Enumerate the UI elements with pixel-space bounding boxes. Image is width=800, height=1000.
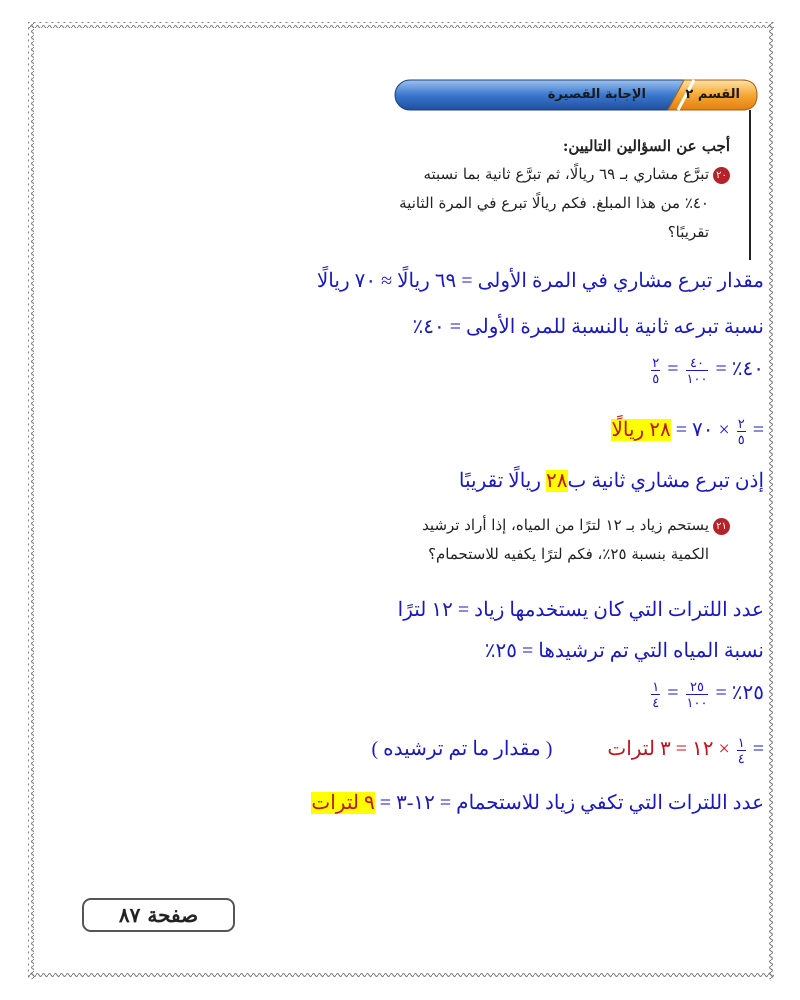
instructions-heading: أجب عن السؤالين التاليين: — [562, 137, 730, 155]
percent-forty: ٤٠٪ = — [715, 358, 764, 381]
question-20-number: ٢٠ — [713, 167, 730, 184]
fraction-numerator: ١ — [737, 735, 745, 750]
equals-sign: = — [667, 358, 679, 381]
answer-21-line-4 — [371, 736, 764, 765]
multiplication-expression: × ٧٠ = — [675, 419, 730, 442]
result-highlight: ٢٨ ريالًا — [611, 419, 671, 442]
fraction-2-5 — [737, 417, 746, 446]
answer-21-conclusion — [311, 790, 764, 816]
fraction-numerator: ١ — [652, 679, 660, 694]
fraction-1-4 — [737, 736, 746, 765]
answer-21-line-1: عدد اللترات التي كان يستخدمها زياد = ١٢ لترًا — [397, 599, 764, 621]
answer-20-conclusion — [459, 468, 764, 494]
fraction-40-100 — [686, 356, 709, 385]
question-20-text-1: تبرَّع مشاري بـ ٦٩ ريالًا، ثم تبرَّع ثانية بما نسبته — [423, 165, 709, 183]
fraction-numerator: ٤٠ — [686, 356, 709, 371]
fraction-denominator: ٥ — [652, 371, 660, 386]
fraction-denominator: ١٠٠ — [686, 695, 708, 710]
fraction-2-5 — [651, 356, 660, 385]
saved-amount-expression: × ١٢ = ٣ لترات — [607, 738, 730, 761]
answer-21-line-3 — [649, 680, 764, 709]
fraction-numerator: ٢ — [737, 416, 745, 431]
question-21-number: ٢١ — [713, 518, 730, 535]
equals-sign: = — [752, 738, 764, 761]
question-21-line-2: الكمية بنسبة ٢٥٪، فكم لترًا يكفيه للاستحمام؟ — [428, 545, 709, 563]
page-number-box — [82, 898, 235, 932]
conclusion-text-start: إذن تبرع مشاري ثانية ب — [567, 470, 764, 492]
fraction-denominator: ٥ — [737, 432, 745, 447]
question-20-line-2: ٤٠٪ من هذا المبلغ. فكم ريالًا تبرع في المرة الثانية — [399, 194, 709, 212]
conclusion-highlight: ٩ لترات — [311, 792, 375, 814]
question-20-line-3: تقريبًا؟ — [667, 223, 709, 241]
conclusion-highlight: ٢٨ — [546, 470, 568, 492]
fraction-numerator: ٢ — [652, 355, 660, 370]
answer-21-line-2: نسبة المياه التي تم ترشيدها = ٢٥٪ — [484, 640, 764, 662]
question-21-text-1: يستحم زياد بـ ١٢ لترًا من المياه، إذا أراد ترشيد — [422, 516, 709, 534]
answer-20-line-2: نسبة تبرعه ثانية بالنسبة للمرة الأولى = ٤٠٪ — [412, 316, 764, 338]
answer-20-line-1: مقدار تبرع مشاري في المرة الأولى = ٦٩ ريالًا ≈ ٧٠ ريالًا — [316, 270, 764, 292]
question-21-line-1 — [422, 514, 730, 536]
equals-sign: = — [667, 682, 679, 705]
fraction-25-100 — [686, 680, 709, 709]
answer-20-line-4 — [611, 417, 764, 446]
question-20-line-1 — [423, 163, 730, 185]
equals-sign: = — [752, 419, 764, 442]
fraction-1-4 — [651, 680, 660, 709]
conclusion-text-end: ريالًا تقريبًا — [458, 470, 547, 492]
section-title: الإجابة القصيرة — [547, 87, 646, 102]
answer-20-line-3 — [649, 356, 764, 385]
fraction-denominator: ٤ — [652, 695, 660, 710]
page-number-label: صفحة ٨٧ — [118, 903, 199, 927]
fraction-numerator: ٢٥ — [686, 680, 709, 695]
fraction-denominator: ١٠٠ — [686, 371, 708, 386]
margin-rule — [749, 110, 751, 260]
saved-amount-note: ( مقدار ما تم ترشيده ) — [371, 738, 553, 761]
section-number-label: القسم ٢ — [685, 87, 740, 102]
fraction-denominator: ٤ — [737, 751, 745, 766]
section-banner — [394, 79, 758, 111]
percent-twenty-five: ٢٥٪ = — [715, 682, 764, 705]
conclusion-text: عدد اللترات التي تكفي زياد للاستحمام = ١٢-٣ = — [374, 792, 764, 814]
